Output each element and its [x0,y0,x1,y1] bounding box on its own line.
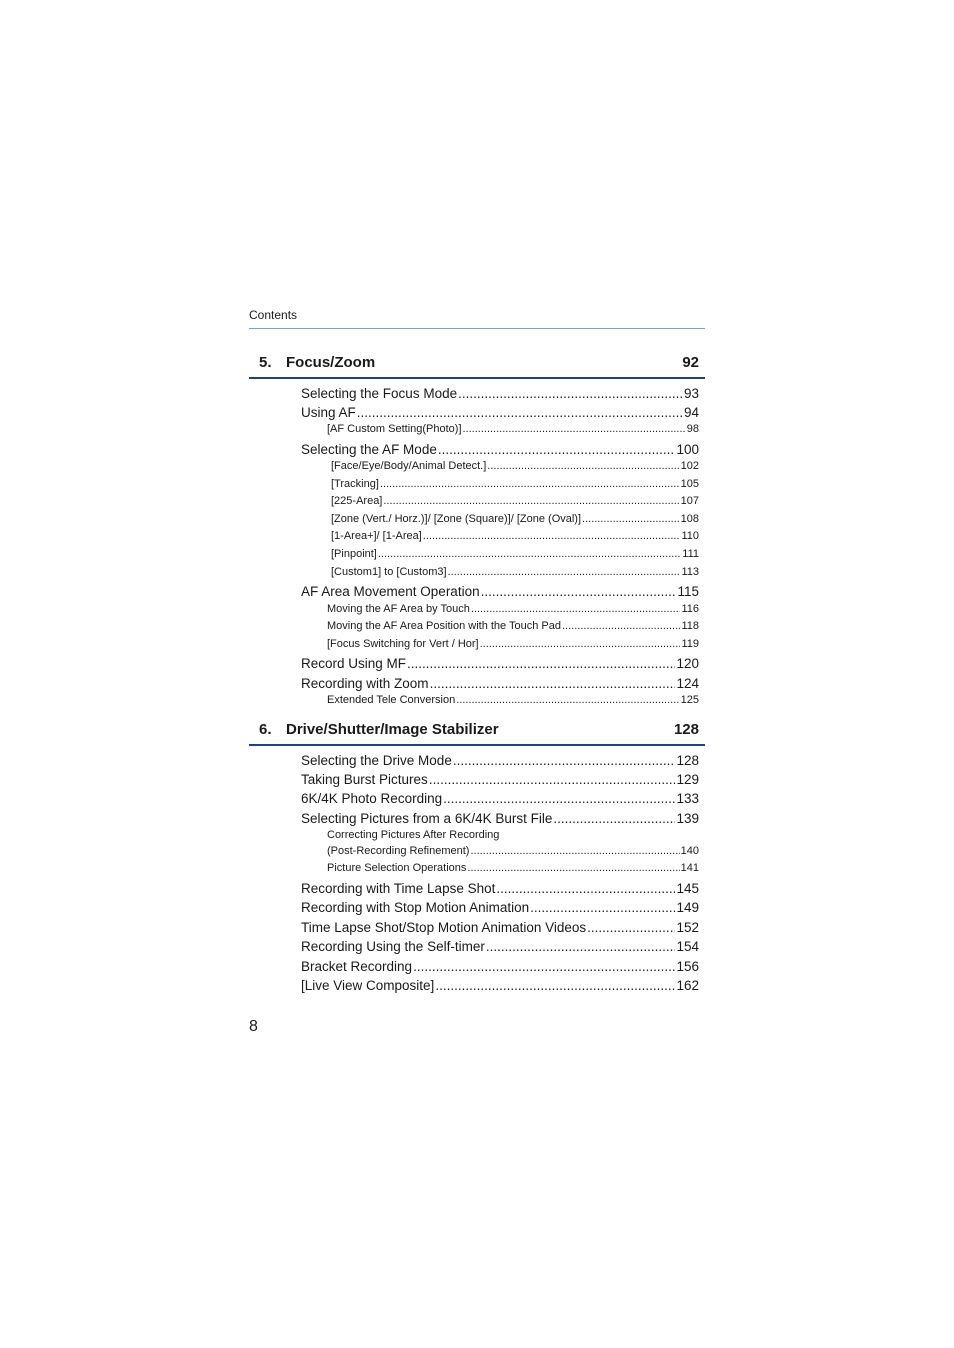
dot-leader [471,603,681,615]
toc-entry[interactable] [301,791,699,806]
entry-page: 133 [676,791,699,806]
entry-title: Recording with Time Lapse Shot [301,881,496,896]
dot-leader [435,978,675,993]
entry-page: 140 [680,845,699,857]
dot-leader [486,939,676,954]
toc-subentry[interactable] [331,548,699,560]
section-title: Focus/Zoom [286,354,376,371]
dot-leader [481,584,677,599]
entry-page: 120 [676,656,699,671]
dot-leader [438,442,676,457]
entry-page: 118 [681,620,699,632]
toc-entry[interactable] [301,959,699,974]
entry-page: 125 [680,694,699,706]
dot-leader [380,478,680,490]
entry-page: 116 [681,603,699,615]
toc-subentry[interactable] [331,495,699,507]
dot-leader [463,423,686,435]
toc-entry[interactable] [301,900,699,915]
dot-leader [582,513,680,525]
entry-page: 141 [680,862,699,874]
toc-entry[interactable] [301,442,699,457]
entry-page: 162 [676,978,699,993]
entry-page: 149 [676,900,699,915]
section-heading[interactable] [249,351,705,379]
toc-entry[interactable] [301,920,699,935]
dot-leader [378,548,681,560]
entry-page: 152 [676,920,699,935]
toc-entry[interactable] [301,656,699,671]
section-page: 128 [673,721,699,738]
dot-leader [467,862,679,874]
entry-title: Time Lapse Shot/Stop Motion Animation Videos [301,920,587,935]
toc-subentry[interactable] [327,694,699,706]
entry-page: 124 [676,676,699,691]
section-number: 5. [259,354,272,371]
section-title: Drive/Shutter/Image Stabilizer [286,721,499,738]
dot-leader [562,620,680,632]
entry-title: [AF Custom Setting(Photo)] [327,423,462,435]
entry-page: 110 [681,530,699,542]
entry-page: 156 [676,959,699,974]
dot-leader [587,920,675,935]
toc-subentry[interactable] [327,423,699,435]
toc-entry[interactable] [301,881,699,896]
toc-subentry[interactable] [327,845,699,857]
dot-leader [453,753,676,768]
entry-page: 128 [676,753,699,768]
dot-leader [456,694,679,706]
dot-leader [413,959,675,974]
dot-leader [553,811,675,826]
entry-page: 98 [686,423,699,435]
toc-entry[interactable] [301,584,699,599]
entry-page: 154 [676,939,699,954]
section-number: 6. [259,721,272,738]
dot-leader [443,791,675,806]
entry-title: [Zone (Vert./ Horz.)]/ [Zone (Square)]/ [Zone (Oval)] [331,513,582,525]
entry-title: Moving the AF Area by Touch [327,603,470,615]
entry-page: 119 [681,638,699,650]
entry-page: 108 [680,513,699,525]
toc-entry[interactable] [301,405,699,420]
entry-title: [225-Area] [331,495,383,507]
entry-title: [Live View Composite] [301,978,435,993]
toc-subentry[interactable] [327,638,699,650]
entry-page: 105 [680,478,699,490]
entry-title: Selecting Pictures from a 6K/4K Burst File [301,811,553,826]
toc-subentry[interactable] [327,620,699,632]
entry-page: 100 [676,442,699,457]
entry-title: [1-Area+]/ [1-Area] [331,530,422,542]
toc-subentry[interactable] [331,478,699,490]
entry-title: (Post-Recording Refinement) [327,845,470,857]
toc-entry[interactable] [301,772,699,787]
entry-title: Recording with Stop Motion Animation [301,900,530,915]
toc-subentry[interactable] [331,530,699,542]
entry-title: [Face/Eye/Body/Animal Detect.] [331,460,487,472]
entry-page: 111 [682,548,699,560]
entry-title: Bracket Recording [301,959,413,974]
dot-leader [470,845,679,857]
entry-title: Extended Tele Conversion [327,694,456,706]
toc-subentry[interactable] [327,862,699,874]
dot-leader [407,656,675,671]
toc-subentry[interactable] [331,460,699,472]
entry-title: Recording Using the Self-timer [301,939,485,954]
section-page: 92 [682,354,699,371]
dot-leader [448,566,681,578]
entry-title: Moving the AF Area Position with the Touch Pad [327,620,561,632]
running-header: Contents [249,308,298,322]
entry-title: Selecting the Focus Mode [301,386,458,401]
entry-title: 6K/4K Photo Recording [301,791,443,806]
dot-leader [357,405,683,420]
dot-leader [496,881,675,896]
toc-subentry[interactable] [327,603,699,615]
entry-title: Taking Burst Pictures [301,772,428,787]
toc-section-focus-zoom [249,351,705,711]
toc-subentry[interactable] [331,513,699,525]
toc-subentry[interactable] [331,566,699,578]
dot-leader [480,638,681,650]
toc-entry[interactable] [301,676,699,691]
entry-page: 145 [676,881,699,896]
section-heading[interactable] [249,718,705,746]
toc-entry[interactable] [301,753,699,768]
dot-leader [430,676,676,691]
dot-leader [429,772,676,787]
dot-leader [530,900,675,915]
page-number: 8 [249,1018,258,1035]
entry-title: Selecting the AF Mode [301,442,437,457]
entry-page: 115 [677,584,699,599]
entry-title: [Tracking] [331,478,379,490]
dot-leader [383,495,679,507]
entry-title: [Custom1] to [Custom3] [331,566,447,578]
entry-page: 139 [676,811,699,826]
toc-entry[interactable] [301,811,699,826]
entry-page: 93 [683,386,699,401]
entry-title: [Focus Switching for Vert / Hor] [327,638,479,650]
header-rule [249,328,705,329]
entry-page: 94 [683,405,699,420]
entry-title: Using AF [301,405,356,420]
entry-page: 113 [681,566,699,578]
toc-entry[interactable] [301,978,699,993]
entry-page: 129 [676,772,699,787]
toc-entry[interactable] [301,939,699,954]
toc-entry[interactable] [301,386,699,401]
dot-leader [423,530,681,542]
entry-title: [Pinpoint] [331,548,377,560]
toc-subentry-line[interactable]: Correcting Pictures After Recording [327,829,500,841]
entry-title: Selecting the Drive Mode [301,753,452,768]
entry-title: AF Area Movement Operation [301,584,480,599]
dot-leader [458,386,683,401]
dot-leader [487,460,679,472]
entry-title: Recording with Zoom [301,676,429,691]
entry-title: Record Using MF [301,656,407,671]
toc-section-drive-shutter [249,718,705,998]
entry-title: Picture Selection Operations [327,862,467,874]
entry-page: 107 [680,495,699,507]
entry-page: 102 [680,460,699,472]
